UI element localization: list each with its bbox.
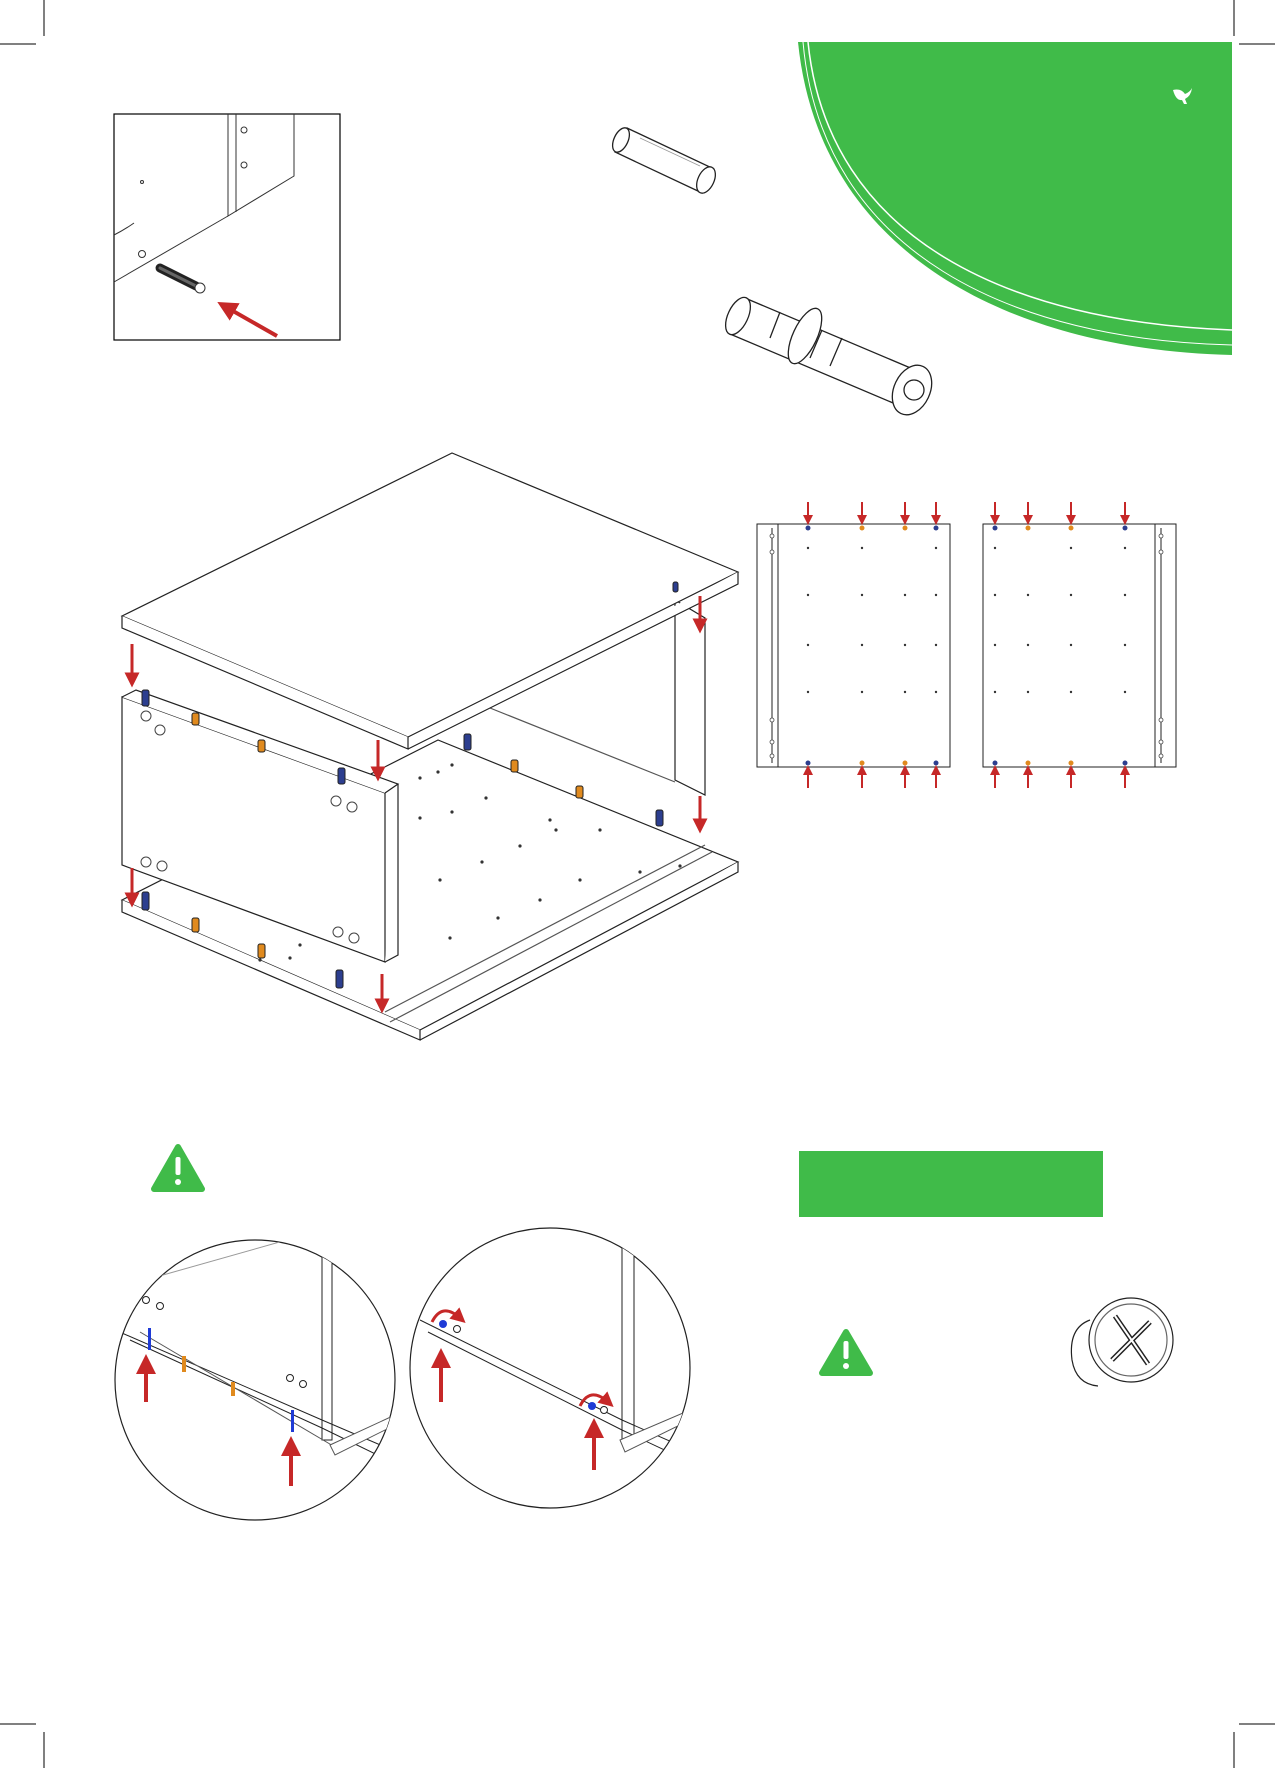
detail-inset-connector: [114, 114, 340, 340]
warning-icon: [154, 1147, 202, 1189]
wooden-dowel: [609, 125, 719, 196]
connector-icon: [720, 294, 939, 422]
step-note-banner: [799, 1151, 1103, 1217]
cabinet-assembly-diagram: [122, 453, 738, 1040]
side-panel-views: [757, 502, 1176, 788]
detail-circle-dowels: [110, 1230, 395, 1520]
warning-icon: [822, 1332, 870, 1373]
detail-circle-rotate: [410, 1228, 690, 1508]
cam-lock-icon: [1071, 1298, 1173, 1386]
step-badge: [798, 42, 1232, 355]
